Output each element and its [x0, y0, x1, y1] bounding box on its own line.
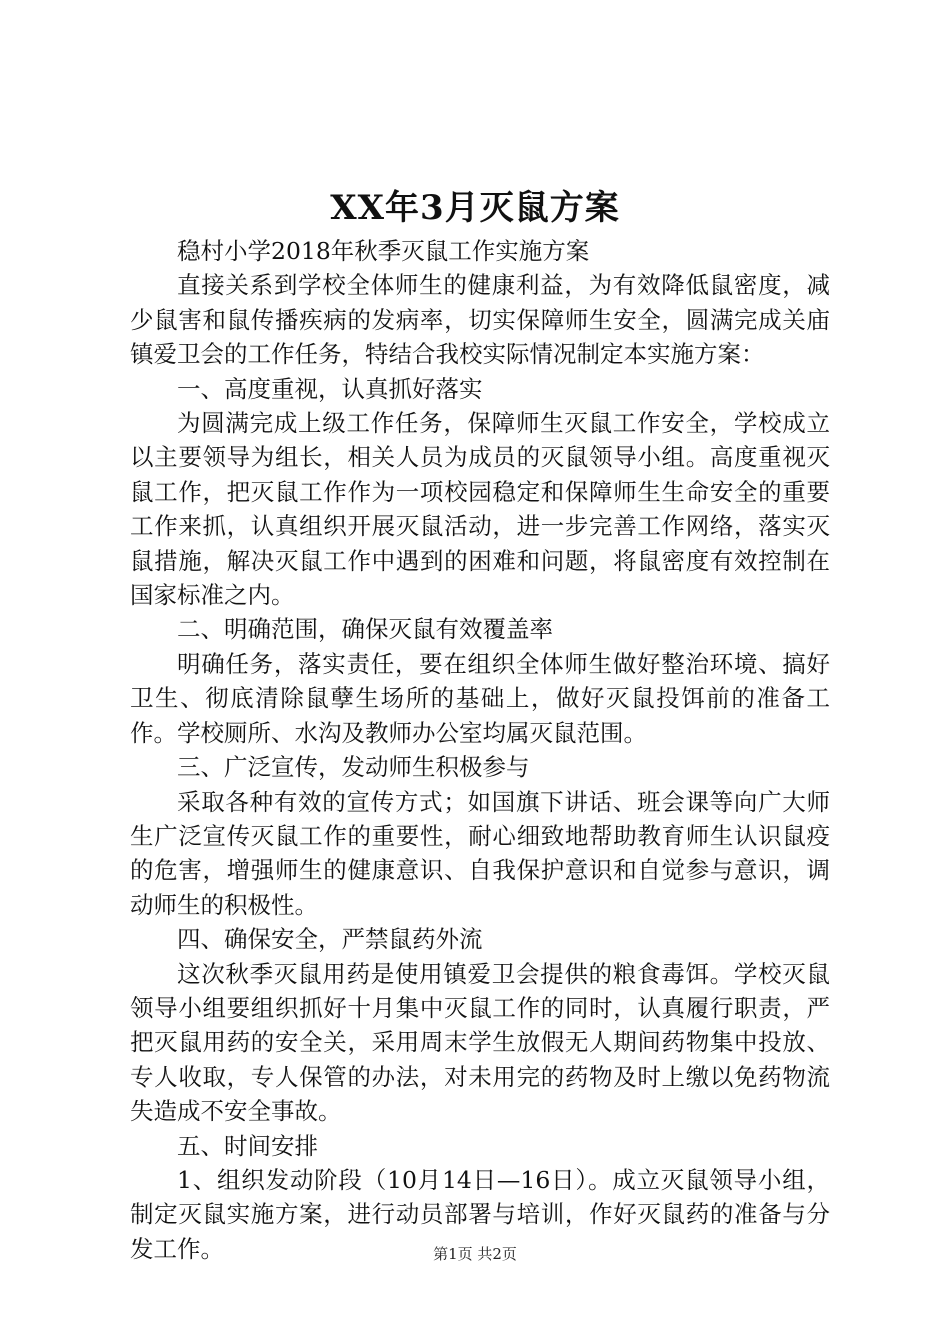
- section-heading-3: 三、广泛宣传，发动师生积极参与: [177, 753, 530, 782]
- section-heading-5: 五、时间安排: [177, 1131, 318, 1160]
- section-body-2: 明确任务，落实责任，要在组织全体师生做好整治环境、搞好卫生、彻底清除鼠孽生场所的基础上，做好灭鼠投饵前的准备工作。学校厕所、水沟及教师办公室均属灭鼠范围。: [130, 649, 830, 747]
- section-body-1: 为圆满完成上级工作任务，保障师生灭鼠工作安全，学校成立以主要领导为组长，相关人员为成员的灭鼠领导小组。高度重视灭鼠工作，把灭鼠工作作为一项校园稳定和保障师生生命安全的重要工作来抓，认真组织开展灭鼠活动，进一步完善工作网络，落实灭鼠措施，解决灭鼠工作中遇到的困难和问题，将鼠密度有效控制在国家标准之内。: [130, 409, 830, 610]
- section-heading-1: 一、高度重视，认真抓好落实: [177, 374, 483, 403]
- page-number-footer: 第1页 共2页: [433, 1245, 517, 1263]
- subtitle-paragraph: 稳村小学2018年秋季灭鼠工作实施方案: [177, 237, 590, 265]
- intro-paragraph: 直接关系到学校全体师生的健康利益，为有效降低鼠密度，减少鼠害和鼠传播疾病的发病率，切实保障师生安全，圆满完成关庙镇爱卫会的工作任务，特结合我校实际情况制定本实施方案：: [130, 271, 830, 369]
- section-heading-2: 二、明确范围，确保灭鼠有效覆盖率: [177, 615, 553, 644]
- document-body: [130, 234, 830, 1266]
- section-heading-4: 四、确保安全，严禁鼠药外流: [177, 925, 483, 954]
- document-title: XX年3月灭鼠方案: [330, 188, 620, 228]
- section-body-4: 这次秋季灭鼠用药是使用镇爱卫会提供的粮食毒饵。学校灭鼠领导小组要组织抓好十月集中灭鼠工作的同时，认真履行职责，严把灭鼠用药的安全关，采用周末学生放假无人期间药物集中投放、专人收取，专人保管的办法，对未用完的药物及时上缴以免药物流失造成不安全事故。: [130, 959, 830, 1126]
- section-body-3: 采取各种有效的宣传方式；如国旗下讲话、班会课等向广大师生广泛宣传灭鼠工作的重要性，耐心细致地帮助教育师生认识鼠疫的危害，增强师生的健康意识、自我保护意识和自觉参与意识，调动师生的积极性。: [130, 787, 830, 919]
- section-body-5: 1、组织发动阶段（10月14日—16日）。成立灭鼠领导小组，制定灭鼠实施方案，进行动员部署与培训，作好灭鼠药的准备与分发工作。: [130, 1165, 830, 1263]
